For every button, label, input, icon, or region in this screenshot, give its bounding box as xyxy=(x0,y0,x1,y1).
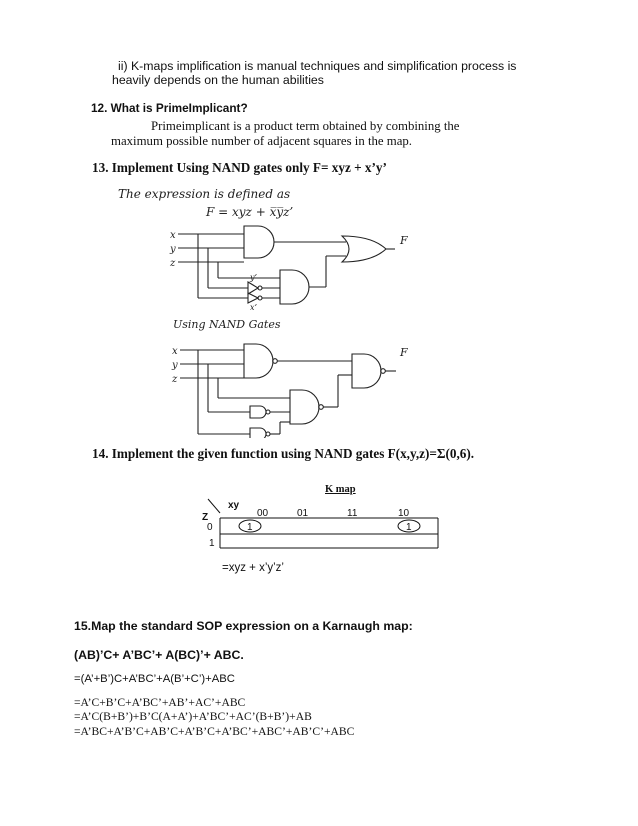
diagram-formula: F = xyz + x̅y̅z’ xyxy=(206,205,294,219)
q15-step-2: =A’C+B’C+A’BC’+AB’+AC’+ABC xyxy=(74,696,246,709)
nand-gate-2 xyxy=(290,390,319,424)
kmap-row-1: 1 xyxy=(209,538,215,549)
nand-caption: Using NAND Gates xyxy=(173,318,281,331)
q14-expression: =xyz + x’y’z’ xyxy=(222,562,284,574)
kmap-grid xyxy=(198,496,448,554)
nand-gate-1 xyxy=(244,344,273,378)
and-gate-1 xyxy=(244,226,274,258)
q13-heading: 13. Implement Using NAND gates only F= xyz + x’y’ xyxy=(92,160,387,175)
intro-line-1: ii) K-maps implification is manual techniques and simplification process is xyxy=(118,59,517,73)
upper-circuit xyxy=(178,226,395,304)
nand-inverter-y xyxy=(250,406,266,418)
q15-step-3: =A’C(B+B’)+B’C(A+A’)+A’BC’+AC’(B+B’)+AB xyxy=(74,710,312,723)
output-label-f: F xyxy=(400,234,408,247)
inverted-label-x: x’ xyxy=(250,303,258,312)
kmap-corner-top: xy xyxy=(228,500,240,511)
inverted-label-y: y’ xyxy=(250,273,258,282)
kmap-corner-left: Z xyxy=(202,512,209,523)
or-gate xyxy=(342,236,386,262)
kmap-col-11: 11 xyxy=(347,508,358,519)
q15-step-4: =A’BC+A’B’C+AB’C+A’B’C+A’BC’+ABC’+AB’C’+ABC xyxy=(74,725,355,738)
nand-input-label-z: z xyxy=(172,374,178,385)
kmap-col-00: 00 xyxy=(257,508,269,519)
kmap-cell-m0: 1 xyxy=(247,522,253,533)
intro-line-2: heavily depends on the human abilities xyxy=(112,73,324,87)
kmap-cell-m6: 1 xyxy=(406,522,412,533)
inverter-x xyxy=(248,293,258,303)
kmap-col-01: 01 xyxy=(297,508,309,519)
input-label-x: x xyxy=(170,230,176,241)
q12-answer-line-2: maximum possible number of adjacent squares in the map. xyxy=(111,134,413,148)
q15-step-1: =(A’+B’)C+A’BC’+A(B’+C’)+ABC xyxy=(74,673,235,685)
handwritten-circuit-diagram xyxy=(110,176,430,438)
and-gate-2 xyxy=(280,270,309,304)
q12-answer-line-1: Primeimplicant is a product term obtained by combining the xyxy=(151,119,460,133)
q15-expression: (AB)’C+ A’BC’+ A(BC)’+ ABC. xyxy=(74,648,244,662)
nand-input-label-x: x xyxy=(172,346,178,357)
nand-input-label-y: y xyxy=(172,360,178,371)
q14-heading: 14. Implement the given function using NAND gates F(x,y,z)=Σ(0,6). xyxy=(92,446,475,461)
inverter-y xyxy=(248,282,258,294)
nand-gate-3 xyxy=(352,354,381,388)
nand-circuit xyxy=(180,344,396,438)
input-label-z: z xyxy=(170,258,176,269)
kmap-row-0: 0 xyxy=(207,522,213,533)
q15-heading: 15.Map the standard SOP expression on a Karnaugh map: xyxy=(74,619,413,633)
nand-output-label-f: F xyxy=(400,346,408,359)
diagram-caption: The expression is defined as xyxy=(118,187,291,201)
nand-inverter-x xyxy=(250,428,266,438)
kmap-title: K map xyxy=(325,484,356,495)
kmap-col-10: 10 xyxy=(398,508,410,519)
q12-heading: 12. What is PrimeImplicant? xyxy=(91,101,248,115)
input-label-y: y xyxy=(170,244,176,255)
